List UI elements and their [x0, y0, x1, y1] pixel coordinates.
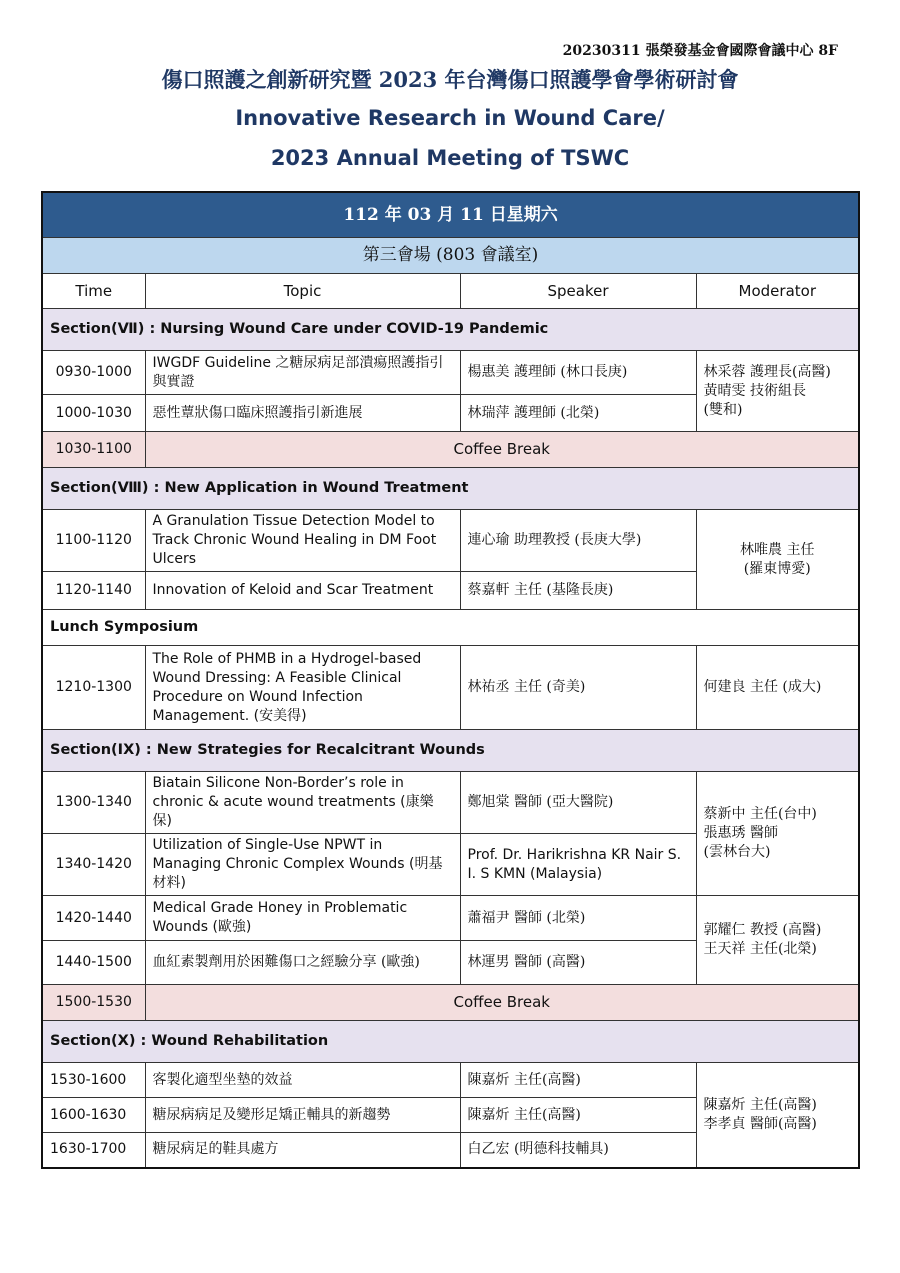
schedule-table	[41, 191, 860, 1169]
time-cell: 1340-1420	[42, 834, 145, 896]
moderator-line: 林采蓉 護理長(高醫)	[703, 363, 831, 380]
section-title: Lunch Symposium	[42, 610, 859, 646]
moderator-line: 黃晴雯 技術組長	[703, 382, 806, 399]
moderator-cell	[696, 896, 859, 985]
speaker-cell: 蔡嘉軒 主任 (基隆長庚)	[460, 572, 696, 610]
topic-cell: The Role of PHMB in a Hydrogel-based Wound Dressing: A Feasible Clinical Procedure on Wound Infection Management. (安美得)	[145, 646, 460, 730]
topic-cell: Utilization of Single-Use NPWT in Managing Chronic Complex Wounds (明基材料)	[145, 834, 460, 896]
table-row	[42, 351, 859, 395]
speaker-cell: Prof. Dr. Harikrishna KR Nair S. I. S KMN (Malaysia)	[460, 834, 696, 896]
column-header-row	[42, 274, 859, 309]
moderator-line: (雲林台大)	[703, 844, 771, 860]
moderator-line: 林唯農 主任	[740, 541, 815, 558]
table-row	[42, 1063, 859, 1098]
moderator-line: 蔡新中 主任(台中)	[703, 806, 817, 822]
moderator-line: 陳嘉炘 主任(高醫)	[703, 1096, 817, 1113]
topic-cell: Medical Grade Honey in Problematic Wounds (歐強)	[145, 896, 460, 941]
time-cell: 1030-1100	[42, 432, 145, 468]
column-header-moderator: Moderator	[696, 274, 859, 309]
time-cell: 1420-1440	[42, 896, 145, 941]
room-row	[42, 238, 859, 274]
moderator-cell	[696, 646, 859, 730]
topic-cell: 客製化適型坐墊的效益	[145, 1063, 460, 1098]
coffee-break-label: Coffee Break	[145, 432, 859, 468]
venue-note: 20230311 張榮發基金會國際會議中心 8F	[562, 43, 838, 59]
moderator-line: 李孝貞 醫師(高醫)	[703, 1115, 817, 1132]
moderator-cell	[696, 351, 859, 432]
speaker-cell: 林祐丞 主任 (奇美)	[460, 646, 696, 730]
date-header: 112 年 03 月 11 日星期六	[42, 192, 859, 238]
topic-cell: Innovation of Keloid and Scar Treatment	[145, 572, 460, 610]
moderator-line: (羅東博愛)	[743, 560, 811, 577]
time-cell: 1600-1630	[42, 1098, 145, 1133]
time-cell: 0930-1000	[42, 351, 145, 395]
speaker-cell: 蕭福尹 醫師 (北榮)	[460, 896, 696, 941]
page-title-english-line2: 2023 Annual Meeting of TSWC	[270, 146, 630, 170]
moderator-line: 王天祥 主任(北榮)	[703, 941, 817, 957]
speaker-cell: 白乙宏 (明德科技輔具)	[460, 1133, 696, 1168]
moderator-line: 張惠琇 醫師	[703, 825, 778, 841]
table-row	[42, 896, 859, 941]
time-cell: 1500-1530	[42, 985, 145, 1021]
speaker-cell: 陳嘉炘 主任(高醫)	[460, 1063, 696, 1098]
section-title: Section(IX) : New Strategies for Recalcitrant Wounds	[42, 730, 859, 772]
speaker-cell: 林瑞萍 護理師 (北榮)	[460, 395, 696, 432]
time-cell: 1100-1120	[42, 510, 145, 572]
topic-cell: 糖尿病足的鞋具處方	[145, 1133, 460, 1168]
topic-cell: 糖尿病病足及變形足矯正輔具的新趨勢	[145, 1098, 460, 1133]
section-row	[42, 730, 859, 772]
page-title-chinese: 傷口照護之創新研究暨 2023 年台灣傷口照護學會學術研討會	[161, 67, 739, 92]
speaker-cell: 陳嘉炘 主任(高醫)	[460, 1098, 696, 1133]
room-header: 第三會場 (803 會議室)	[42, 238, 859, 274]
date-row	[42, 192, 859, 238]
moderator-cell	[696, 1063, 859, 1168]
table-row	[42, 646, 859, 730]
time-cell: 1440-1500	[42, 941, 145, 985]
topic-cell: IWGDF Guideline 之糖尿病足部潰瘍照護指引與實證	[145, 351, 460, 395]
speaker-cell: 鄭旭棠 醫師 (亞大醫院)	[460, 772, 696, 834]
section-row	[42, 309, 859, 351]
time-cell: 1000-1030	[42, 395, 145, 432]
coffee-break-row	[42, 432, 859, 468]
section-row	[42, 468, 859, 510]
column-header-topic: Topic	[145, 274, 460, 309]
section-title: Section(Ⅷ) : New Application in Wound Treatment	[42, 468, 859, 510]
column-header-time: Time	[42, 274, 145, 309]
moderator-line: (雙和)	[703, 401, 743, 418]
section-row	[42, 610, 859, 646]
time-cell: 1530-1600	[42, 1063, 145, 1098]
time-cell: 1120-1140	[42, 572, 145, 610]
time-cell: 1630-1700	[42, 1133, 145, 1168]
section-row	[42, 1021, 859, 1063]
topic-cell: 血紅素製劑用於困難傷口之經驗分享 (歐強)	[145, 941, 460, 985]
time-cell: 1210-1300	[42, 646, 145, 730]
topic-cell: Biatain Silicone Non-Border’s role in chronic & acute wound treatments (康樂保)	[145, 772, 460, 834]
moderator-cell	[696, 772, 859, 896]
moderator-line: 何建良 主任 (成大)	[703, 679, 822, 695]
topic-cell: A Granulation Tissue Detection Model to Track Chronic Wound Healing in DM Foot Ulcers	[145, 510, 460, 572]
speaker-cell: 林運男 醫師 (高醫)	[460, 941, 696, 985]
speaker-cell: 楊惠美 護理師 (林口長庚)	[460, 351, 696, 395]
coffee-break-label: Coffee Break	[145, 985, 859, 1021]
section-title: Section(X) : Wound Rehabilitation	[42, 1021, 859, 1063]
topic-cell: 惡性蕈狀傷口臨床照護指引新進展	[145, 395, 460, 432]
table-row	[42, 510, 859, 572]
time-cell: 1300-1340	[42, 772, 145, 834]
section-title: Section(Ⅶ) : Nursing Wound Care under COVID-19 Pandemic	[42, 309, 859, 351]
moderator-line: 郭耀仁 教授 (高醫)	[703, 922, 822, 938]
coffee-break-row	[42, 985, 859, 1021]
moderator-cell	[696, 510, 859, 610]
column-header-speaker: Speaker	[460, 274, 696, 309]
page-title-english-line1: Innovative Research in Wound Care/	[235, 106, 665, 130]
table-row	[42, 772, 859, 834]
speaker-cell: 連心瑜 助理教授 (長庚大學)	[460, 510, 696, 572]
